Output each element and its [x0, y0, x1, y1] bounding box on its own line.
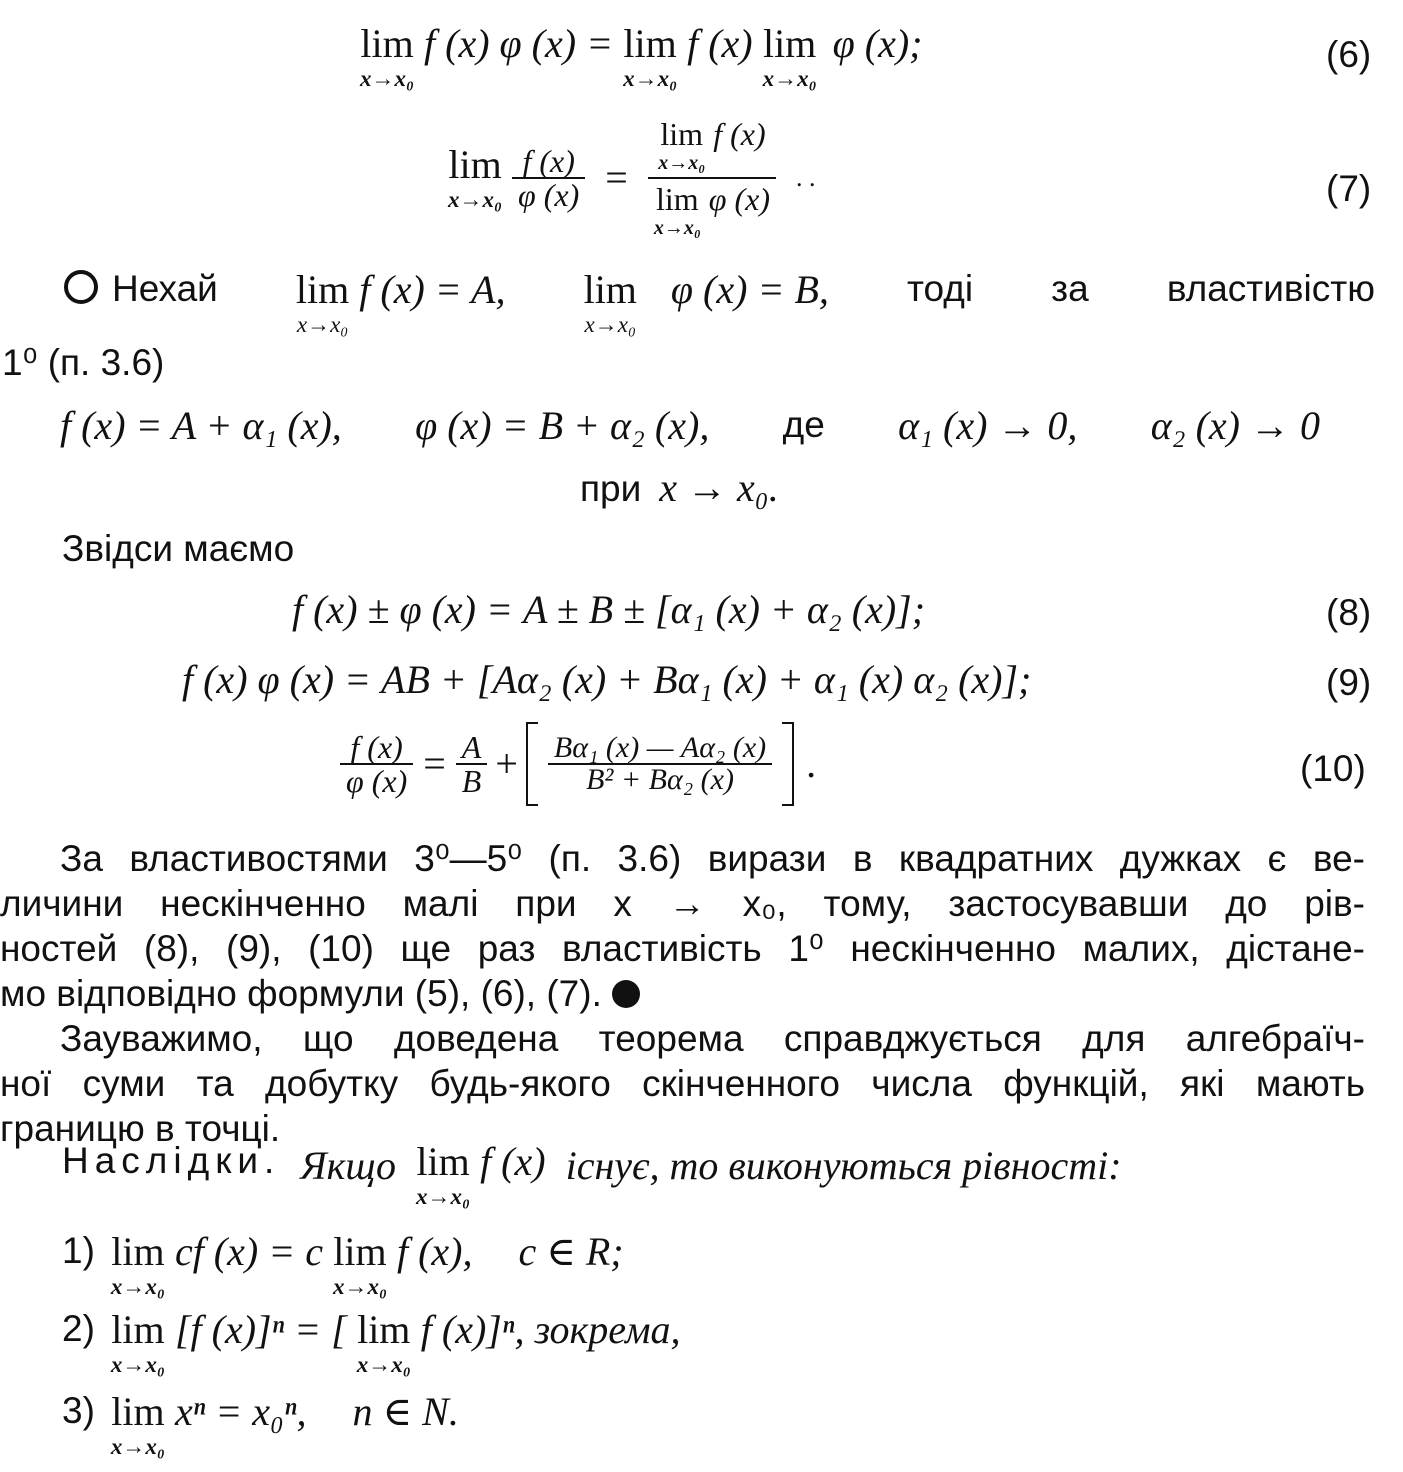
lim-operator: lim x→x₀ [448, 142, 503, 212]
equals-sign: = [605, 155, 628, 200]
lim-operator: lim x→x₀ [623, 21, 678, 91]
let-intro: Нехай [112, 268, 218, 309]
equation-number-9: (9) [1326, 662, 1372, 703]
corollary-item-3: 3) lim x→x₀ xⁿ = x₀ⁿ, n ∈ N. [62, 1389, 459, 1459]
formula-6-lhs: f (x) φ (x) = [424, 21, 614, 66]
hence-text: Звідси маємо [62, 528, 295, 569]
lim-operator: lim x→x₀ [416, 1139, 471, 1209]
let-limit-2: φ (x) = B, [670, 267, 829, 312]
corollary-label: Наслідки. [62, 1140, 281, 1181]
formula-8: f (x) ± φ (x) = A ± B ± [α₁ (x) + α₂ (x)]; [292, 587, 926, 632]
limit-condition [580, 465, 779, 510]
let-word-property: властивістю [1166, 268, 1375, 309]
item-number: 3) [62, 1390, 95, 1431]
alpha2-condition: α₂ (x) → 0 [1150, 403, 1320, 448]
right-bracket [782, 722, 794, 806]
paragraph-properties [0, 836, 1365, 1016]
fraction-a-over-b: $\frac{A}{B}$ [456, 731, 488, 797]
equation-number-8: (8) [1326, 592, 1372, 633]
equation-number-7: (7) [1326, 168, 1372, 209]
equation-number-6: (6) [1326, 34, 1372, 75]
let-word-by: за [1051, 268, 1089, 309]
fraction-f-over-phi: $\frac{f (x)}{\varphi (x)}$ [512, 145, 585, 211]
lim-operator: lim x→x₀ [583, 267, 637, 337]
corollary-line [62, 1139, 1122, 1209]
lim-operator: lim x→x₀ [360, 21, 415, 91]
formula-6 [360, 21, 923, 91]
formula-10: $\frac{f (x)}{\varphi (x)}$ = $\frac{A}{B}$ + $\frac{\text{Bα₁ (x) — Aα₂ (x)}}{\text{B² + Bα₂ (x)}}$ . [340, 722, 816, 806]
left-bracket [526, 722, 538, 806]
proof-start-circle [64, 270, 98, 304]
formula-7 [448, 118, 816, 238]
formula-7-tail: . . [796, 163, 816, 192]
paragraph-line: границю в точці. [0, 1108, 281, 1149]
at-word: при [580, 468, 642, 509]
paragraph-remark [0, 1016, 1365, 1151]
equation-number-10: (10) [1300, 748, 1366, 789]
corollary-if: Якщо [300, 1143, 397, 1188]
lim-operator: lim x→x₀ [356, 1307, 411, 1377]
lim-operator: lim x→x₀ [295, 267, 350, 337]
corollary-item-1: 1) lim x→x₀ cf (x) = c lim x→x₀ f (x), c ∈ R; [62, 1229, 624, 1299]
paragraph-line: Зауважимо, що доведена теорема справджується для алгебраїч- [60, 1018, 1365, 1059]
lim-operator: lim x→x₀ [332, 1229, 387, 1299]
corollary-fn: f (x) [480, 1139, 546, 1184]
decomposition-line [60, 403, 1320, 448]
item-number: 2) [62, 1308, 95, 1349]
let-limit-1: f (x) = A, [359, 267, 506, 312]
x-to-x0: x → x₀. [659, 465, 779, 510]
item-number: 1) [62, 1230, 95, 1271]
let-word-then: тоді [906, 268, 974, 309]
paragraph-line: личини нескінченно малі при x → x₀, тому, застосувавши до рів- [0, 883, 1365, 924]
lim-operator: lim x→x₀ [110, 1389, 165, 1459]
decomposition-phi: φ (x) = B + α₂ (x), [415, 403, 710, 448]
decomposition-f: f (x) = A + α₁ (x), [60, 403, 342, 448]
let-line [64, 267, 1375, 337]
fraction-f-over-phi: $\frac{f (x)}{\varphi (x)}$ [340, 731, 413, 797]
corollary-item-2: 2) lim x→x₀ [f (x)]ⁿ = [ lim x→x₀ f (x)]ⁿ, зокрема, [62, 1307, 681, 1377]
paragraph-line: мо відповідно формули (5), (6), (7). [0, 971, 1365, 1016]
proof-end-dot [612, 980, 640, 1008]
lim-operator: lim x→x₀ [110, 1307, 165, 1377]
formula-9: f (x) φ (x) = AB + [Aα₂ (x) + Bα₁ (x) + α₁ (x) α₂ (x)]; [182, 657, 1032, 702]
corollary-statement: існує, то виконуються рівності: [565, 1143, 1122, 1188]
formula-6-mid: f (x) [687, 21, 753, 66]
alpha1-condition: α₁ (x) → 0, [898, 403, 1078, 448]
paragraph-line: ностей (8), (9), (10) ще раз властивість 1⁰ нескінченно малих, дістане- [0, 928, 1365, 969]
formula-6-rhs: φ (x); [832, 21, 923, 66]
lim-operator: lim x→x₀ [762, 21, 817, 91]
decomposition-where: де [782, 404, 825, 445]
property-reference: 1⁰ (п. 3.6) [2, 342, 165, 383]
paragraph-line: За властивостями 3⁰—5⁰ (п. 3.6) вирази в квадратних дужках є ве- [60, 838, 1365, 879]
bracket-fraction: $\frac{\text{Bα₁ (x) — Aα₂ (x)}}{\text{B² + Bα₂ (x)}}$ [548, 733, 772, 795]
paragraph-line: ної суми та добутку будь-якого скінченного числа функцій, які мають [0, 1063, 1365, 1104]
fraction-lim-over-lim: lim x→x₀ f (x) lim x→x₀ φ (x) [648, 118, 776, 238]
lim-operator: lim x→x₀ [110, 1229, 165, 1299]
